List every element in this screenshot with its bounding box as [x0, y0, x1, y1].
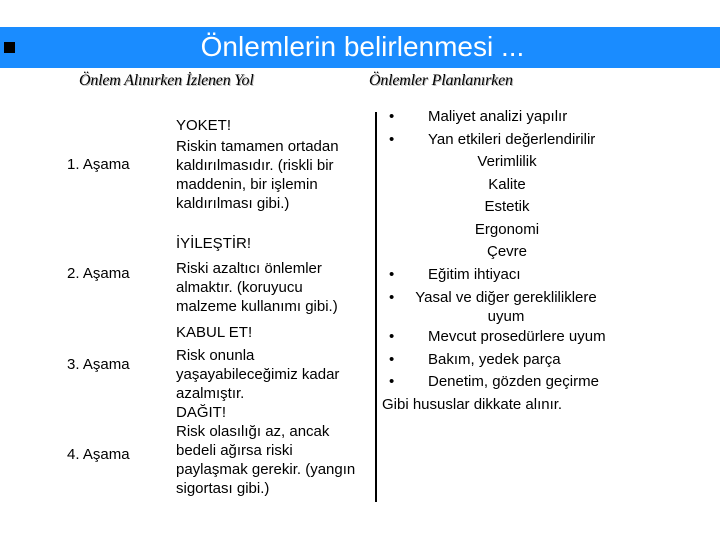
- bullet-icon: •: [389, 130, 395, 148]
- considerations-list: [376, 106, 696, 416]
- stage-label: 4. Aşama: [67, 446, 130, 463]
- bullet-icon: •: [389, 265, 395, 283]
- stage-heading: YOKET!: [176, 117, 232, 134]
- column-header-right: Önlemler Planlanırken: [369, 72, 513, 89]
- list-item: • Mevcut prosedürlere uyum: [376, 326, 696, 349]
- stage-text: Riski azaltıcı önlemler almaktır. (koruyucu malzeme kullanımı gibi.): [176, 260, 338, 315]
- list-item: Çevre: [486, 243, 527, 260]
- stage-text: Risk onunla yaşayabileceğimiz kadar azalmıştır.: [176, 347, 340, 402]
- list-item: • Bakım, yedek parça: [376, 349, 696, 372]
- list-footer: Gibi hususlar dikkate alınır.: [382, 395, 563, 413]
- stage-description: [176, 323, 366, 498]
- stage-heading: KABUL ET!: [176, 324, 253, 341]
- stage-heading: DAĞIT!: [176, 404, 227, 421]
- bullet-icon: •: [389, 373, 395, 390]
- list-item: Kalite: [488, 175, 526, 193]
- list-item: • Eğitim ihtiyacı: [376, 264, 696, 287]
- bullet-icon: •: [389, 328, 395, 345]
- stage-description: [176, 234, 366, 316]
- stage-label: 2. Aşama: [67, 265, 130, 282]
- list-item: • Yasal ve diğer gerekliliklere uyum: [389, 289, 597, 325]
- list-item: • Yan etkileri değerlendirilir: [376, 129, 696, 152]
- stage-text: Risk olasılığı az, ancak bedeli ağırsa riski paylaşmak gerekir. (yangın sigortası gibi.): [176, 423, 356, 497]
- slide-title: Önlemlerin belirlenmesi ...: [200, 31, 525, 62]
- stage-label: 1. Aşama: [67, 156, 130, 173]
- stage-description: [176, 116, 366, 213]
- stage-text: Riskin tamamen ortadan kaldırılmasıdır. (riskli bir maddenin, bir işlemin kaldırılması gibi.): [176, 138, 339, 212]
- bullet-icon: •: [389, 108, 395, 125]
- stage-label: 3. Aşama: [67, 356, 130, 373]
- column-header-left: Önlem Alınırken İzlenen Yol: [79, 72, 254, 89]
- list-item: Verimlilik: [477, 153, 537, 170]
- bullet-icon: •: [389, 350, 395, 368]
- list-item: • Maliyet analizi yapılır: [376, 106, 696, 129]
- list-item: • Denetim, gözden geçirme: [376, 371, 696, 394]
- list-item: Estetik: [484, 198, 530, 215]
- list-item: Ergonomi: [474, 220, 540, 238]
- bullet-icon: •: [389, 289, 395, 306]
- stage-heading: İYİLEŞTİR!: [176, 235, 252, 252]
